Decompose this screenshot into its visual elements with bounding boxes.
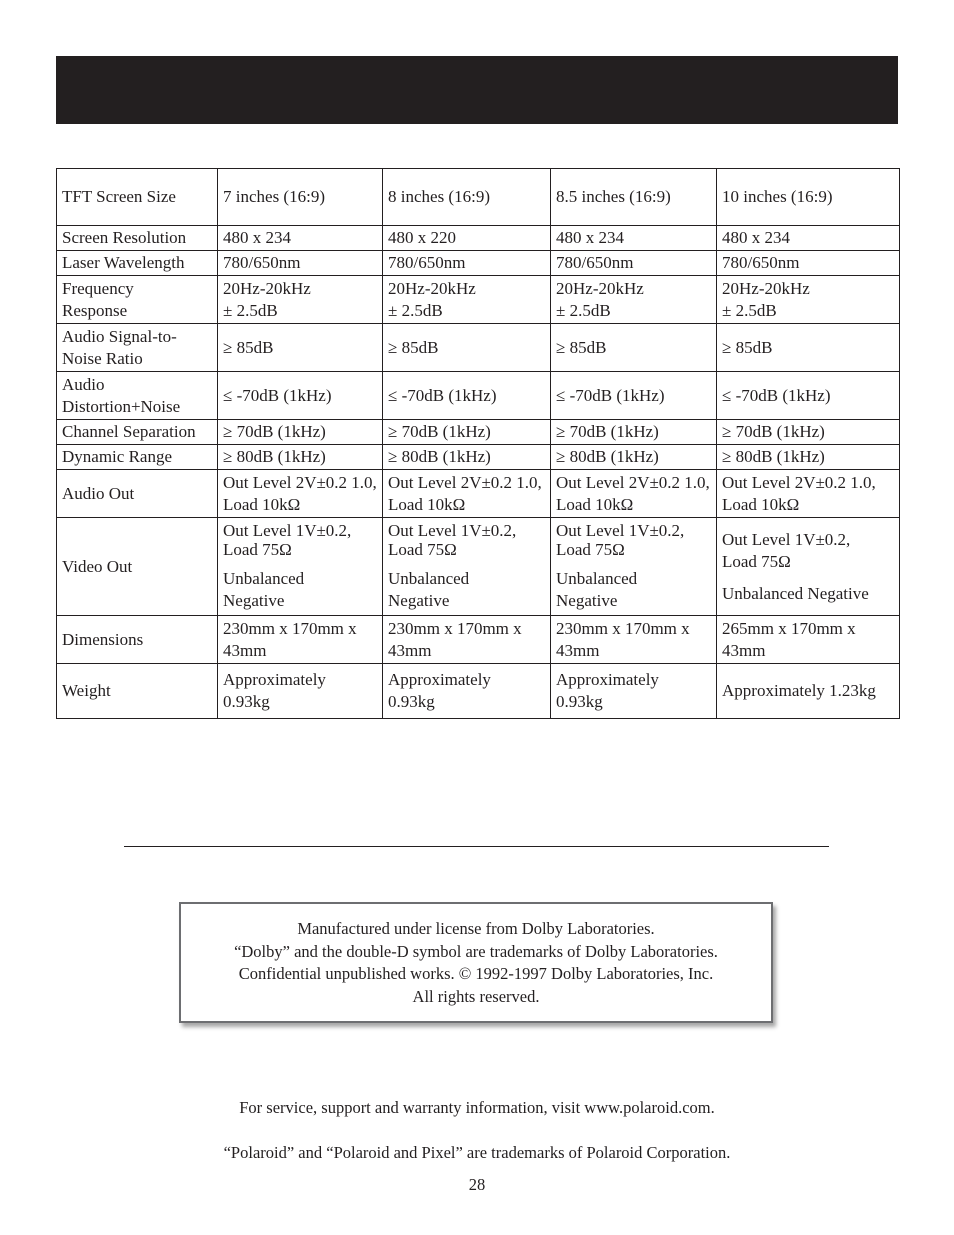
table-row — [57, 420, 900, 445]
table-cell: ≥ 80dB (1kHz) — [551, 445, 717, 470]
table-cell: 480 x 220 — [383, 226, 551, 251]
table-cell: Out Level 2V±0.2 1.0, Load 10kΩ — [551, 470, 717, 518]
table-cell: ≥ 70dB (1kHz) — [717, 420, 900, 445]
dolby-notice-box — [179, 902, 773, 1023]
table-cell: 8.5 inches (16:9) — [551, 169, 717, 226]
row-label: TFT Screen Size — [57, 169, 218, 226]
table-cell: Approximately 0.93kg — [218, 664, 383, 719]
row-label: Weight — [57, 664, 218, 719]
row-label: Audio Distortion+Noise — [57, 372, 218, 420]
row-label: Laser Wavelength — [57, 251, 218, 276]
row-label: Audio Signal-to- Noise Ratio — [57, 324, 218, 372]
row-label: Frequency Response — [57, 276, 218, 324]
table-row — [57, 169, 900, 226]
table-row — [57, 372, 900, 420]
row-label: Dimensions — [57, 616, 218, 664]
trademark-text: “Polaroid” and “Polaroid and Pixel” are trademarks of Polaroid Corporation. — [223, 1143, 731, 1162]
table-cell: Out Level 2V±0.2 1.0, Load 10kΩ — [717, 470, 900, 518]
table-cell: 10 inches (16:9) — [717, 169, 900, 226]
table-cell: ≥ 70dB (1kHz) — [383, 420, 551, 445]
table-cell: 20Hz-20kHz ± 2.5dB — [717, 276, 900, 324]
row-label: Channel Separation — [57, 420, 218, 445]
table-cell: ≤ -70dB (1kHz) — [717, 372, 900, 420]
table-cell: ≥ 85dB — [218, 324, 383, 372]
table-cell: ≥ 80dB (1kHz) — [383, 445, 551, 470]
row-label: Audio Out — [57, 470, 218, 518]
table-cell: Approximately 0.93kg — [383, 664, 551, 719]
table-cell: ≥ 80dB (1kHz) — [717, 445, 900, 470]
table-cell: 265mm x 170mm x 43mm — [717, 616, 900, 664]
horizontal-divider — [124, 846, 829, 847]
table-row — [57, 324, 900, 372]
page-number: 28 — [468, 1175, 486, 1194]
table-cell: 230mm x 170mm x 43mm — [551, 616, 717, 664]
table-cell: ≥ 85dB — [551, 324, 717, 372]
table-row — [57, 445, 900, 470]
table-cell: Out Level 1V±0.2, Load 75Ω Unbalanced Negative — [551, 518, 717, 616]
table-row — [57, 226, 900, 251]
dolby-notice-line: All rights reserved. — [412, 986, 540, 1006]
table-cell: Approximately 1.23kg — [717, 664, 900, 719]
table-cell: Approximately 0.93kg — [551, 664, 717, 719]
table-cell: ≥ 85dB — [383, 324, 551, 372]
table-cell: ≥ 80dB (1kHz) — [218, 445, 383, 470]
table-row — [57, 664, 900, 719]
table-cell: ≥ 85dB — [717, 324, 900, 372]
table-cell: 7 inches (16:9) — [218, 169, 383, 226]
table-cell: 230mm x 170mm x 43mm — [383, 616, 551, 664]
table-cell: Out Level 2V±0.2 1.0, Load 10kΩ — [383, 470, 551, 518]
table-cell: ≤ -70dB (1kHz) — [551, 372, 717, 420]
dolby-notice-line: Manufactured under license from Dolby Laboratories. — [297, 919, 655, 938]
table-cell: 20Hz-20kHz ± 2.5dB — [218, 276, 383, 324]
table-cell: 480 x 234 — [551, 226, 717, 251]
row-label: Screen Resolution — [57, 226, 218, 251]
row-label: Dynamic Range — [57, 445, 218, 470]
header-bar — [56, 56, 898, 124]
table-cell: 780/650nm — [218, 251, 383, 276]
table-row — [57, 616, 900, 664]
table-cell: 8 inches (16:9) — [383, 169, 551, 226]
table-cell: ≤ -70dB (1kHz) — [383, 372, 551, 420]
table-cell: 480 x 234 — [717, 226, 900, 251]
dolby-notice-line: Confidential unpublished works. © 1992-1997 Dolby Laboratories, Inc. — [238, 964, 714, 983]
table-cell: ≥ 70dB (1kHz) — [551, 420, 717, 445]
table-cell: Out Level 1V±0.2, Load 75Ω Unbalanced Negative — [383, 518, 551, 616]
table-row — [57, 518, 900, 616]
row-label: Video Out — [57, 518, 218, 616]
table-row — [57, 470, 900, 518]
table-cell: 780/650nm — [383, 251, 551, 276]
table-row — [57, 276, 900, 324]
table-cell: 20Hz-20kHz ± 2.5dB — [383, 276, 551, 324]
dolby-notice-line: “Dolby” and the double-D symbol are trademarks of Dolby Laboratories. — [234, 941, 718, 961]
table-cell: ≤ -70dB (1kHz) — [218, 372, 383, 420]
table-cell: 230mm x 170mm x 43mm — [218, 616, 383, 664]
table-cell: Out Level 1V±0.2, Load 75Ω Unbalanced Negative — [717, 518, 900, 616]
table-cell: Out Level 2V±0.2 1.0, Load 10kΩ — [218, 470, 383, 518]
table-cell: 20Hz-20kHz ± 2.5dB — [551, 276, 717, 324]
table-cell: 480 x 234 — [218, 226, 383, 251]
table-cell: 780/650nm — [551, 251, 717, 276]
table-row — [57, 251, 900, 276]
table-cell: 780/650nm — [717, 251, 900, 276]
service-info-text: For service, support and warranty information, visit www.polaroid.com. — [239, 1098, 715, 1117]
table-cell: ≥ 70dB (1kHz) — [218, 420, 383, 445]
specs-table — [56, 168, 900, 719]
table-cell: Out Level 1V±0.2, Load 75Ω Unbalanced Negative — [218, 518, 383, 616]
